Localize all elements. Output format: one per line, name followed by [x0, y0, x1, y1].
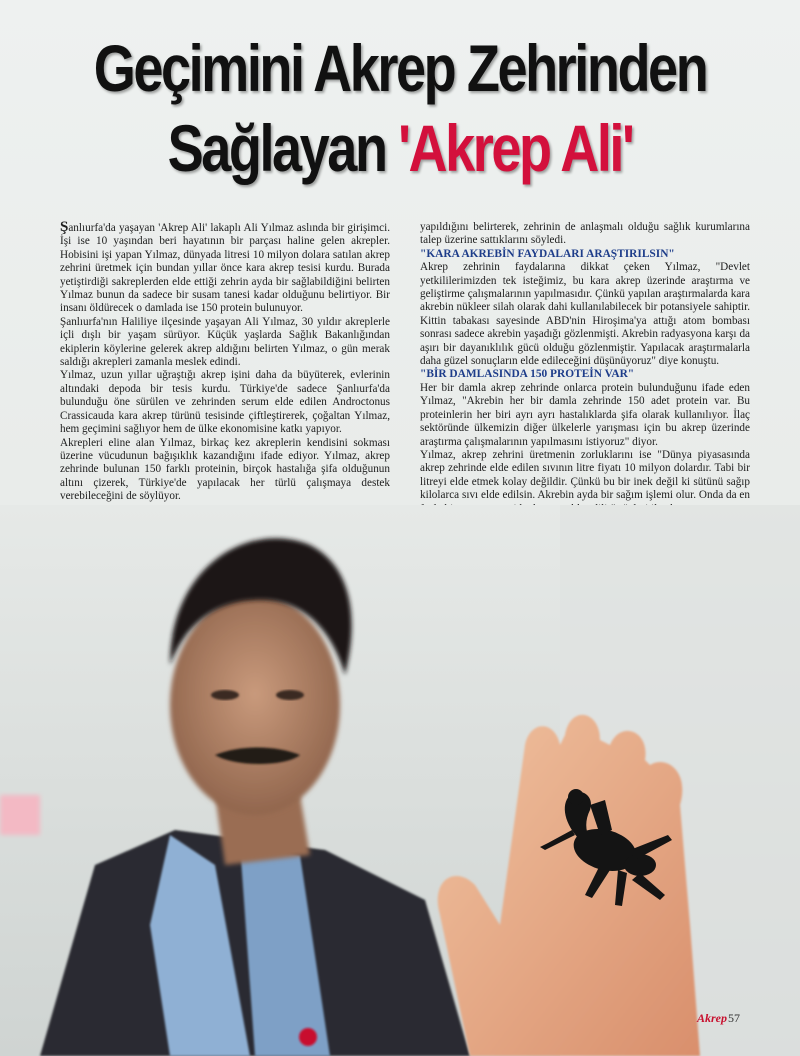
headline-line-2 — [72, 108, 728, 188]
article-body — [60, 221, 750, 517]
dropcap: Ş — [60, 219, 69, 235]
paragraph-text: anlıurfa'da yaşayan 'Akrep Ali' lakaplı Ali Yılmaz aslında bir girişimci. İşi ise 10 yaşından beri hayatının bir parçası haline gelen akrepler. Hobisini işi yapan Yılmaz, dünyada litresi 10 milyon dolara satılan akrep zehrini üretmek için bundan yıllar önce kara akrep tesisi kurdu. Burada yetiştirdiği sakreplerden elde ettiği zehrin ayda bir sağlabildiğini belirten Yılmaz bunun da sadece bir susam tanesi kadar olduğunu belirtiyor. Bir insanı öldürecek o damlada ise 150 protein bulunuyor. — [60, 222, 390, 315]
paragraph: Şanlıurfa'nın Haliliye ilçesinde yaşayan Ali Yılmaz, 30 yıldır akreplerle içli dışlı bir yaşam sürüyor. Küçük yaşlarda Sağlık Bakanlığından ekiplerin köylerine gelerek akrep aldığını belirten Yılmaz, o gün merak saldığı akrepleri zamanla meslek edindi. — [60, 315, 390, 369]
page-number — [697, 1011, 740, 1026]
paragraph: Her bir damla akrep zehrinde onlarca protein bulunduğunu ifade eden Yılmaz, "Akrebin her bir damla zehrinde 150 adet protein var. Bu proteinlerin her biri ayrı ayrı hastalıklarda şifa olarak kullanılıyor. İlaç sektöründe ülkemizin diğer ülkelerle yarışması için bu akrep üzerinde araştırma çalışmalarının yapılmasını istiyoruz" diyor. — [420, 381, 750, 448]
headline-line-2-prefix: Sağlayan — [167, 111, 399, 185]
subheading: "BİR DAMLASINDA 150 PROTEİN VAR" — [420, 368, 635, 381]
headline-line-1: Geçimini Akrep Zehrinden — [93, 31, 707, 105]
paragraph: Yılmaz, akrep zehrini üretmenin zorluklarını ise "Dünya piyasasında akrep zehrinde elde edilen sıvının litre fiyatı 10 milyon dolardır. Tabi bir litreyi elde etmek kolay değildir. Çünkü bu bir inek değil ki sütünü sağıp kilolarca sıvı elde edilsin. Akrebin ayda bir sağım işlemi olur. Onda da en — [420, 448, 750, 502]
magazine-logo: Akrep — [697, 1011, 727, 1025]
paragraph: Yılmaz, uzun yıllar uğraştığı akrep işini daha da büyüterek, evlerinin altındaki depoda bir tesis kurdu. Türkiye'de sadece Şanlıurfa'da bulunduğu öne sürülen ve zehrinden serum elde edilen Androctonus Crassicauda kara akrep türünü tesisinde çiftleştirerek, çoğaltan Yılmaz, hem geçimini sağlıyor hem de ülke ekonomisine katkı yapıyor. — [60, 369, 390, 436]
column-right — [420, 221, 750, 517]
column-left — [60, 221, 390, 517]
headline — [72, 28, 728, 188]
article-photo — [0, 505, 800, 1056]
page-number-value: 57 — [728, 1011, 740, 1025]
subheading: "KARA AKREBİN FAYDALARI ARAŞTIRILSIN" — [420, 247, 675, 260]
photo-illustration — [0, 505, 800, 1056]
paragraph: yapıldığını belirterek, zehrinin de anlaşmalı olduğu sağlık kurumlarına talep üzerine sattıklarını söyledi. — [420, 221, 750, 247]
face — [170, 595, 340, 815]
paragraph: Akrepleri eline alan Yılmaz, birkaç kez akreplerin kendisini sokması üzerine vücudunun bağışıklık kazandığını ifade ediyor. Yılmaz, akrep zehrinde bulunan 150 farklı proteinin, birçok hastalığa şifa olduğunun altını çizerek, Türkiye'de yapılacak her türlü çalışmaya destek verebileceğini de söylüyor. — [60, 436, 390, 503]
headline-accent: 'Akrep Ali' — [398, 111, 633, 185]
paragraph — [60, 221, 390, 316]
paragraph: Akrep zehrinin faydalarına dikkat çeken Yılmaz, "Devlet yetkililerimizden tek isteğimiz, bu kara akrep üzerinde araştırma ve geliştirme çalışmalarının yapılmasıdır. Çünkü yapılan araştırmalarda kara akrebin nükleer silah olarak dahi kullanılabilecek bir potansiyele sahiptir. Kittin tabakası sayesinde ABD'nin Hiroşima'ya attığı atom bombası sonrası sadece akrebin yaşadığı gözlenmişti. Akrebin radyasyona karşı da aşırı bir dayanıklılık gücü olduğu gözlenmiştir. Yapılacak araştırmalarla daha güzel sonuçların elde edileceğini düşünüyoruz" diye konuştu. — [420, 261, 750, 368]
